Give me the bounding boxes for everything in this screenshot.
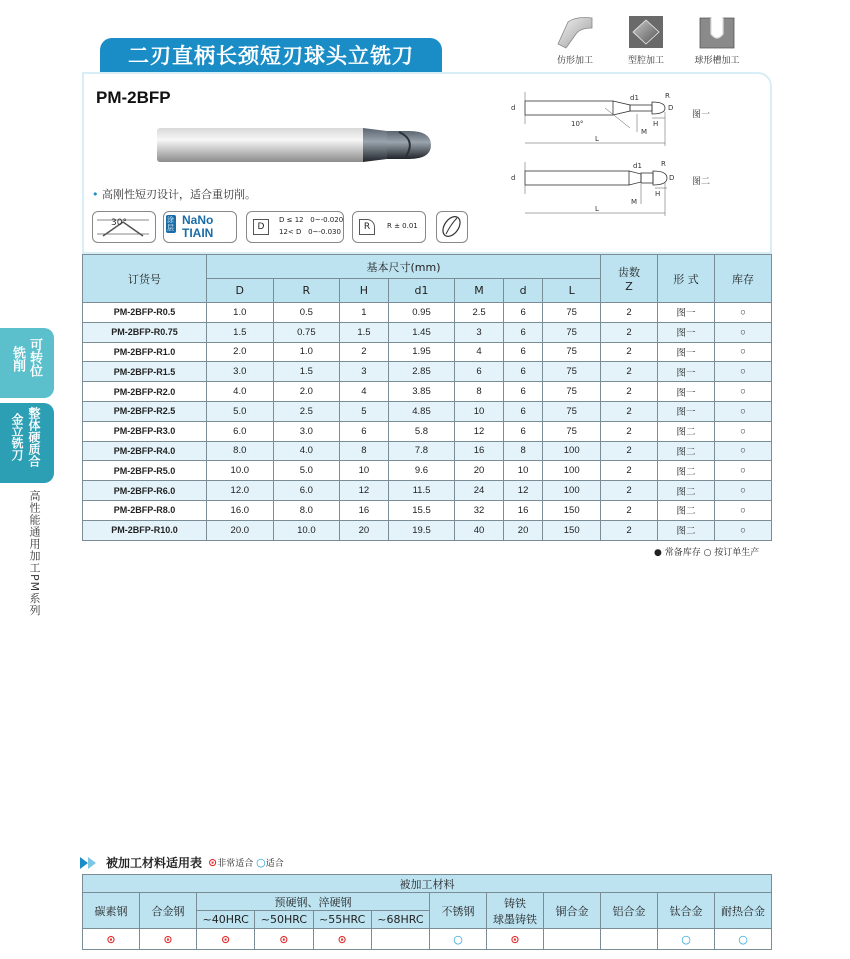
cell-Z: 2 xyxy=(601,322,658,342)
cell-M: 24 xyxy=(455,481,504,501)
cell-d1: 11.5 xyxy=(388,481,455,501)
cell-code: PM-2BFP-R6.0 xyxy=(83,481,207,501)
cell-d1: 2.85 xyxy=(388,362,455,382)
r-tol: R ± 0.01 xyxy=(387,222,418,230)
tool-photo xyxy=(155,120,435,174)
fig1-M: M xyxy=(641,128,648,136)
fig1-H: H xyxy=(653,120,659,128)
mat-cast xyxy=(487,893,544,929)
cell-M: 6 xyxy=(455,362,504,382)
materials-table xyxy=(82,874,772,950)
cell-d: 6 xyxy=(503,322,543,342)
cell-R: 2.0 xyxy=(273,382,340,402)
mat-copper: 铜合金 xyxy=(544,893,601,929)
coating-tiain: TIAIN xyxy=(182,226,214,240)
table-row xyxy=(83,322,772,342)
cell-L: 75 xyxy=(543,362,601,382)
cell-M: 8 xyxy=(455,382,504,402)
cell-stock: ○ xyxy=(715,362,772,382)
mat-cast-2: 球墨铸铁 xyxy=(493,912,537,926)
cell-Z: 2 xyxy=(601,500,658,520)
table-row xyxy=(83,303,772,323)
head-code: 订货号 xyxy=(83,255,207,303)
cell-Z: 2 xyxy=(601,520,658,540)
side-tab2-b: 金立铣刀 xyxy=(10,413,24,461)
cell-M: 20 xyxy=(455,461,504,481)
arrow-icon xyxy=(80,857,100,869)
rating-cell xyxy=(371,929,429,950)
cell-L: 100 xyxy=(543,441,601,461)
cell-R: 10.0 xyxy=(273,520,340,540)
fig1-d1: d1 xyxy=(630,94,639,102)
cell-form: 图一 xyxy=(658,362,715,382)
radius-tolerance-badge xyxy=(352,211,426,243)
cell-L: 100 xyxy=(543,481,601,501)
rating-cell xyxy=(544,929,601,950)
d-box: D xyxy=(253,219,269,235)
cell-Z: 2 xyxy=(601,303,658,323)
cell-d1: 1.45 xyxy=(388,322,455,342)
cell-code: PM-2BFP-R1.0 xyxy=(83,342,207,362)
table-row xyxy=(83,500,772,520)
cell-H: 3 xyxy=(340,362,389,382)
side-tab2-a: 整体硬质合 xyxy=(27,407,41,467)
cell-d: 12 xyxy=(503,481,543,501)
rating-cell xyxy=(430,929,487,950)
cell-Z: 2 xyxy=(601,441,658,461)
rating-cell xyxy=(715,929,772,950)
cell-stock: ○ xyxy=(715,520,772,540)
series-label: 高性能通用加工PM系列 xyxy=(28,490,41,617)
mat-hrc55: ~55HRC xyxy=(313,911,371,929)
table-row xyxy=(83,520,772,540)
cell-L: 75 xyxy=(543,303,601,323)
head-group: 基本尺寸(mm) xyxy=(207,255,601,279)
cell-form: 图二 xyxy=(658,441,715,461)
cell-D: 1.0 xyxy=(207,303,274,323)
cell-form: 图二 xyxy=(658,461,715,481)
cell-R: 1.0 xyxy=(273,342,340,362)
cell-code: PM-2BFP-R0.75 xyxy=(83,322,207,342)
fig2-R: R xyxy=(661,160,666,168)
col-R: R xyxy=(273,279,340,303)
side-tab1-b: 铣削 xyxy=(10,346,25,372)
rating-blue-icon: ○ xyxy=(738,932,748,946)
legend-blue-text: 适合 xyxy=(265,859,284,869)
cell-D: 4.0 xyxy=(207,382,274,402)
tol-line1: D ≤ 12 0~-0.020 xyxy=(279,216,344,224)
cell-d: 16 xyxy=(503,500,543,520)
table-row xyxy=(83,481,772,501)
diameter-tolerance-badge xyxy=(246,211,344,243)
cell-stock: ○ xyxy=(715,421,772,441)
cell-M: 2.5 xyxy=(455,303,504,323)
cell-Z: 2 xyxy=(601,342,658,362)
cell-R: 2.5 xyxy=(273,401,340,421)
rating-cell xyxy=(487,929,544,950)
cell-d1: 15.5 xyxy=(388,500,455,520)
table-row xyxy=(83,401,772,421)
coating-badge xyxy=(163,211,237,243)
cell-stock: ○ xyxy=(715,481,772,501)
table-row xyxy=(83,342,772,362)
cell-R: 6.0 xyxy=(273,481,340,501)
fig2-d: d xyxy=(511,174,516,182)
rating-red-icon: ⊙ xyxy=(106,932,116,946)
rating-red-icon: ⊙ xyxy=(337,932,347,946)
table-row xyxy=(83,421,772,441)
cell-d1: 1.95 xyxy=(388,342,455,362)
rating-blue-icon: ○ xyxy=(453,932,463,946)
rating-red-icon: ⊙ xyxy=(510,932,520,946)
fig1-angle: 10° xyxy=(571,120,584,128)
cell-L: 100 xyxy=(543,461,601,481)
cell-d1: 4.85 xyxy=(388,401,455,421)
side-tab-indexable-milling[interactable] xyxy=(0,328,54,398)
side-tab-solid-carbide[interactable] xyxy=(0,403,54,483)
mat-titanium: 钛合金 xyxy=(658,893,715,929)
cell-D: 8.0 xyxy=(207,441,274,461)
page-title: 二刃直柄长颈短刃球头立铣刀 xyxy=(100,38,442,72)
mat-cast-1: 铸铁 xyxy=(504,896,526,910)
cell-D: 10.0 xyxy=(207,461,274,481)
cell-M: 40 xyxy=(455,520,504,540)
fig2-L: L xyxy=(595,205,599,213)
table-row xyxy=(83,461,772,481)
rating-red-icon: ⊙ xyxy=(279,932,289,946)
cell-d: 6 xyxy=(503,342,543,362)
rating-cell xyxy=(140,929,197,950)
legend-red-icon: ⊙ xyxy=(208,856,218,869)
cell-H: 10 xyxy=(340,461,389,481)
table-row xyxy=(83,382,772,402)
head-z-1: 齿数 xyxy=(618,266,640,279)
col-M: M xyxy=(455,279,504,303)
cell-form: 图一 xyxy=(658,322,715,342)
cell-D: 16.0 xyxy=(207,500,274,520)
materials-rating-row xyxy=(83,929,772,950)
ball-end-icon xyxy=(437,212,466,241)
cell-code: PM-2BFP-R2.0 xyxy=(83,382,207,402)
fig2-H: H xyxy=(655,190,661,198)
cell-d: 6 xyxy=(503,382,543,402)
cell-L: 75 xyxy=(543,421,601,441)
mat-hrc40: ~40HRC xyxy=(197,911,255,929)
cell-d1: 0.95 xyxy=(388,303,455,323)
profiling-icon xyxy=(554,14,596,50)
cell-H: 6 xyxy=(340,421,389,441)
cell-H: 20 xyxy=(340,520,389,540)
legend-red-text: 非常适合 xyxy=(217,859,254,869)
stock-legend: ● 常备库存 ○ 按订单生产 xyxy=(654,548,760,558)
fig2-M: M xyxy=(631,198,638,206)
cell-d: 6 xyxy=(503,362,543,382)
col-d: d xyxy=(503,279,543,303)
table-row xyxy=(83,362,772,382)
diagram-fig2 xyxy=(505,158,685,224)
cell-M: 10 xyxy=(455,401,504,421)
r-box: R xyxy=(359,219,375,235)
cell-form: 图二 xyxy=(658,500,715,520)
rating-cell xyxy=(83,929,140,950)
spec-table xyxy=(82,254,772,541)
cell-form: 图一 xyxy=(658,401,715,421)
cell-stock: ○ xyxy=(715,322,772,342)
cell-d: 10 xyxy=(503,461,543,481)
cell-d: 20 xyxy=(503,520,543,540)
cavity-icon xyxy=(625,14,667,50)
process-ball-slot xyxy=(687,14,747,66)
cell-D: 5.0 xyxy=(207,401,274,421)
cell-d: 8 xyxy=(503,441,543,461)
head-z-2: Z xyxy=(625,280,633,293)
cell-stock: ○ xyxy=(715,382,772,402)
coating-nano: NaNo xyxy=(182,213,214,227)
cell-form: 图二 xyxy=(658,520,715,540)
fig1-d: d xyxy=(511,104,516,112)
cell-d1: 3.85 xyxy=(388,382,455,402)
head-form: 形 式 xyxy=(658,255,715,303)
cell-code: PM-2BFP-R10.0 xyxy=(83,520,207,540)
materials-title-text: 被加工材料适用表 xyxy=(106,856,203,870)
cell-L: 75 xyxy=(543,401,601,421)
cell-R: 1.5 xyxy=(273,362,340,382)
col-H: H xyxy=(340,279,389,303)
mat-stainless: 不锈钢 xyxy=(430,893,487,929)
cell-M: 3 xyxy=(455,322,504,342)
feature-label: 高刚性短刃设计，适合重切削。 xyxy=(102,188,256,201)
cell-H: 16 xyxy=(340,500,389,520)
cell-stock: ○ xyxy=(715,401,772,421)
diagram-fig1 xyxy=(505,88,685,154)
cell-D: 2.0 xyxy=(207,342,274,362)
cell-Z: 2 xyxy=(601,382,658,402)
cell-code: PM-2BFP-R2.5 xyxy=(83,401,207,421)
rating-cell xyxy=(313,929,371,950)
cell-H: 8 xyxy=(340,441,389,461)
rating-red-icon: ⊙ xyxy=(221,932,231,946)
cell-code: PM-2BFP-R1.5 xyxy=(83,362,207,382)
cell-d1: 9.6 xyxy=(388,461,455,481)
cell-R: 0.75 xyxy=(273,322,340,342)
cell-code: PM-2BFP-R4.0 xyxy=(83,441,207,461)
cell-stock: ○ xyxy=(715,441,772,461)
cell-H: 2 xyxy=(340,342,389,362)
cell-M: 16 xyxy=(455,441,504,461)
cell-R: 3.0 xyxy=(273,421,340,441)
cell-D: 3.0 xyxy=(207,362,274,382)
mat-heat: 耐热合金 xyxy=(715,893,772,929)
cell-d: 6 xyxy=(503,421,543,441)
cell-L: 150 xyxy=(543,500,601,520)
cell-R: 0.5 xyxy=(273,303,340,323)
cell-d: 6 xyxy=(503,401,543,421)
cell-stock: ○ xyxy=(715,303,772,323)
col-D: D xyxy=(207,279,274,303)
fig1-label: 图一 xyxy=(692,110,711,120)
cell-form: 图一 xyxy=(658,303,715,323)
cell-H: 1 xyxy=(340,303,389,323)
ball-slot-icon xyxy=(696,14,738,50)
fig2-D: D xyxy=(669,174,675,182)
cell-R: 4.0 xyxy=(273,441,340,461)
cell-code: PM-2BFP-R0.5 xyxy=(83,303,207,323)
cell-H: 4 xyxy=(340,382,389,402)
cell-H: 1.5 xyxy=(340,322,389,342)
cell-R: 8.0 xyxy=(273,500,340,520)
cell-R: 5.0 xyxy=(273,461,340,481)
mat-aluminum: 铝合金 xyxy=(601,893,658,929)
cell-L: 150 xyxy=(543,520,601,540)
cell-D: 20.0 xyxy=(207,520,274,540)
legend-blue-icon: ○ xyxy=(256,856,266,869)
cell-H: 5 xyxy=(340,401,389,421)
process-profiling xyxy=(545,14,605,66)
cell-d: 6 xyxy=(503,303,543,323)
mat-hrc50: ~50HRC xyxy=(255,911,313,929)
cell-Z: 2 xyxy=(601,362,658,382)
mat-alloy: 合金钢 xyxy=(140,893,197,929)
cell-L: 75 xyxy=(543,382,601,402)
mat-hardened: 预硬钢、淬硬钢 xyxy=(197,893,430,911)
process-label: 球形槽加工 xyxy=(694,56,740,66)
rating-cell xyxy=(255,929,313,950)
cell-stock: ○ xyxy=(715,461,772,481)
cell-M: 4 xyxy=(455,342,504,362)
rating-red-icon: ⊙ xyxy=(163,932,173,946)
cell-D: 1.5 xyxy=(207,322,274,342)
col-d1: d1 xyxy=(388,279,455,303)
helix-badge xyxy=(92,211,156,243)
cell-code: PM-2BFP-R8.0 xyxy=(83,500,207,520)
fig2-label: 图二 xyxy=(692,177,711,187)
cell-L: 75 xyxy=(543,342,601,362)
mat-hrc68: ~68HRC xyxy=(371,911,429,929)
cell-form: 图二 xyxy=(658,421,715,441)
cell-H: 12 xyxy=(340,481,389,501)
cell-stock: ○ xyxy=(715,342,772,362)
head-stock: 库存 xyxy=(715,255,772,303)
cell-Z: 2 xyxy=(601,461,658,481)
cell-d1: 19.5 xyxy=(388,520,455,540)
cell-Z: 2 xyxy=(601,421,658,441)
rating-blue-icon: ○ xyxy=(681,932,691,946)
fig1-R: R xyxy=(665,92,670,100)
mat-carbon: 碳素钢 xyxy=(83,893,140,929)
fig2-d1: d1 xyxy=(633,162,642,170)
cell-stock: ○ xyxy=(715,500,772,520)
cell-D: 12.0 xyxy=(207,481,274,501)
ball-badge xyxy=(436,211,468,243)
cell-d1: 7.8 xyxy=(388,441,455,461)
feature-text: • 高刚性短刃设计，适合重切削。 xyxy=(92,188,256,201)
coating-small: 涂层 xyxy=(167,216,174,232)
cell-code: PM-2BFP-R5.0 xyxy=(83,461,207,481)
fig1-D: D xyxy=(668,104,674,112)
cell-D: 6.0 xyxy=(207,421,274,441)
cell-M: 12 xyxy=(455,421,504,441)
cell-M: 32 xyxy=(455,500,504,520)
cell-form: 图一 xyxy=(658,342,715,362)
tol-line2: 12< D 0~-0.030 xyxy=(279,228,341,236)
side-tab1-a: 可转位 xyxy=(27,338,42,377)
rating-cell xyxy=(658,929,715,950)
cell-form: 图二 xyxy=(658,481,715,501)
model-name: PM-2BFP xyxy=(96,88,171,107)
cell-form: 图一 xyxy=(658,382,715,402)
head-z xyxy=(601,255,658,303)
cell-Z: 2 xyxy=(601,401,658,421)
fig1-L: L xyxy=(595,135,599,143)
process-label: 仿形加工 xyxy=(556,56,593,66)
cell-code: PM-2BFP-R3.0 xyxy=(83,421,207,441)
cell-d1: 5.8 xyxy=(388,421,455,441)
cell-Z: 2 xyxy=(601,481,658,501)
rating-cell xyxy=(197,929,255,950)
mat-group-head: 被加工材料 xyxy=(83,875,772,893)
col-L: L xyxy=(543,279,601,303)
rating-cell xyxy=(601,929,658,950)
cell-L: 75 xyxy=(543,322,601,342)
materials-title xyxy=(80,854,284,871)
process-cavity xyxy=(616,14,676,66)
process-label: 型腔加工 xyxy=(627,56,664,66)
table-row xyxy=(83,441,772,461)
helix-label: 30° xyxy=(111,218,127,228)
